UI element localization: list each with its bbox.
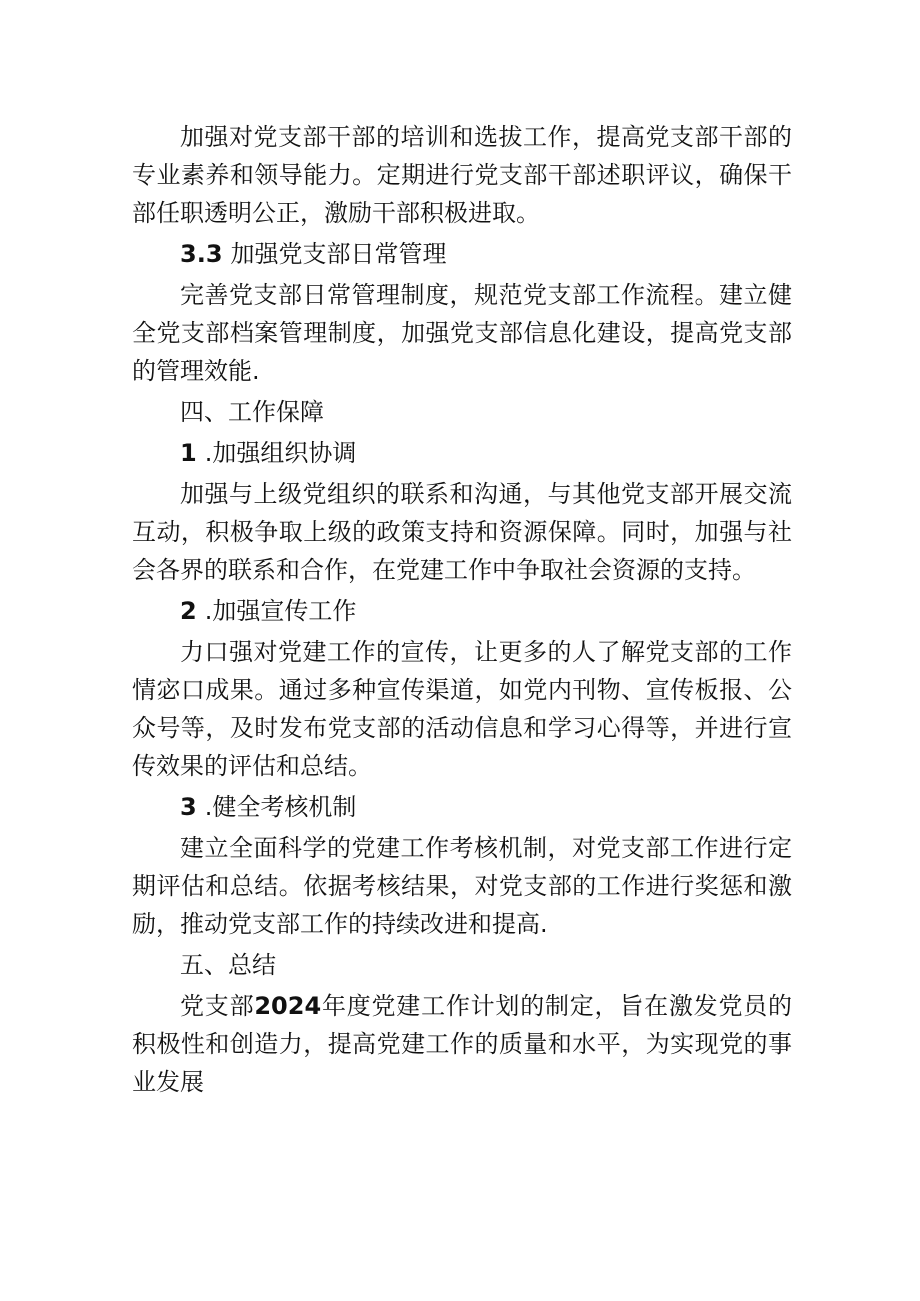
paragraph-cadre-training: 加强对党支部干部的培训和选拔工作，提高党支部干部的专业素养和领导能力。定期进行党支部干部述职评议，确保干部任职透明公正，激励干部积极进取。 (132, 123, 792, 227)
heading-item-1 (132, 434, 792, 472)
heading-section-four (132, 393, 792, 431)
paragraph-summary (132, 987, 792, 1101)
summary-year: 2024 (254, 992, 322, 1020)
heading-text: 加强党支部日常管理 (230, 240, 447, 268)
heading-number: 3.3 (180, 240, 223, 268)
summary-text-post: 年度党建工作计划的制定，旨在激发党员的积极性和创造力，提高党建工作的质量和水平，为实现党的事业发展 (132, 992, 793, 1096)
heading-number: 3 (180, 793, 197, 821)
heading-item-3 (132, 788, 792, 826)
heading-3-3 (132, 235, 792, 273)
heading-number: 2 (180, 597, 197, 625)
heading-number: 1 (180, 439, 197, 467)
paragraph-daily-management: 完善党支部日常管理制度，规范党支部工作流程。建立健全党支部档案管理制度，加强党支部信息化建设，提高党支部的管理效能. (132, 281, 792, 385)
document-body (132, 118, 792, 1104)
paragraph-coordination: 加强与上级党组织的联系和沟通，与其他党支部开展交流互动，积极争取上级的政策支持和资源保障。同时，加强与社会各界的联系和合作，在党建工作中争取社会资源的支持。 (132, 480, 792, 584)
heading-item-2 (132, 592, 792, 630)
paragraph-assessment: 建立全面科学的党建工作考核机制，对党支部工作进行定期评估和总结。依据考核结果，对党支部的工作进行奖惩和激励，推动党支部工作的持续改进和提高. (132, 834, 792, 938)
summary-text-pre: 党支部 (180, 992, 255, 1020)
heading-text: .加强组织协调 (204, 439, 357, 467)
heading-text: 五、总结 (180, 951, 276, 979)
heading-text: .健全考核机制 (204, 793, 357, 821)
paragraph-publicity: 力口强对党建工作的宣传，让更多的人了解党支部的工作情宓口成果。通过多种宣传渠道，如党内刊物、宣传板报、公众号等，及时发布党支部的活动信息和学习心得等，并进行宣传效果的评估和总结。 (132, 638, 792, 780)
heading-section-five (132, 946, 792, 984)
heading-text: .加强宣传工作 (204, 597, 357, 625)
heading-text: 四、工作保障 (180, 398, 324, 426)
